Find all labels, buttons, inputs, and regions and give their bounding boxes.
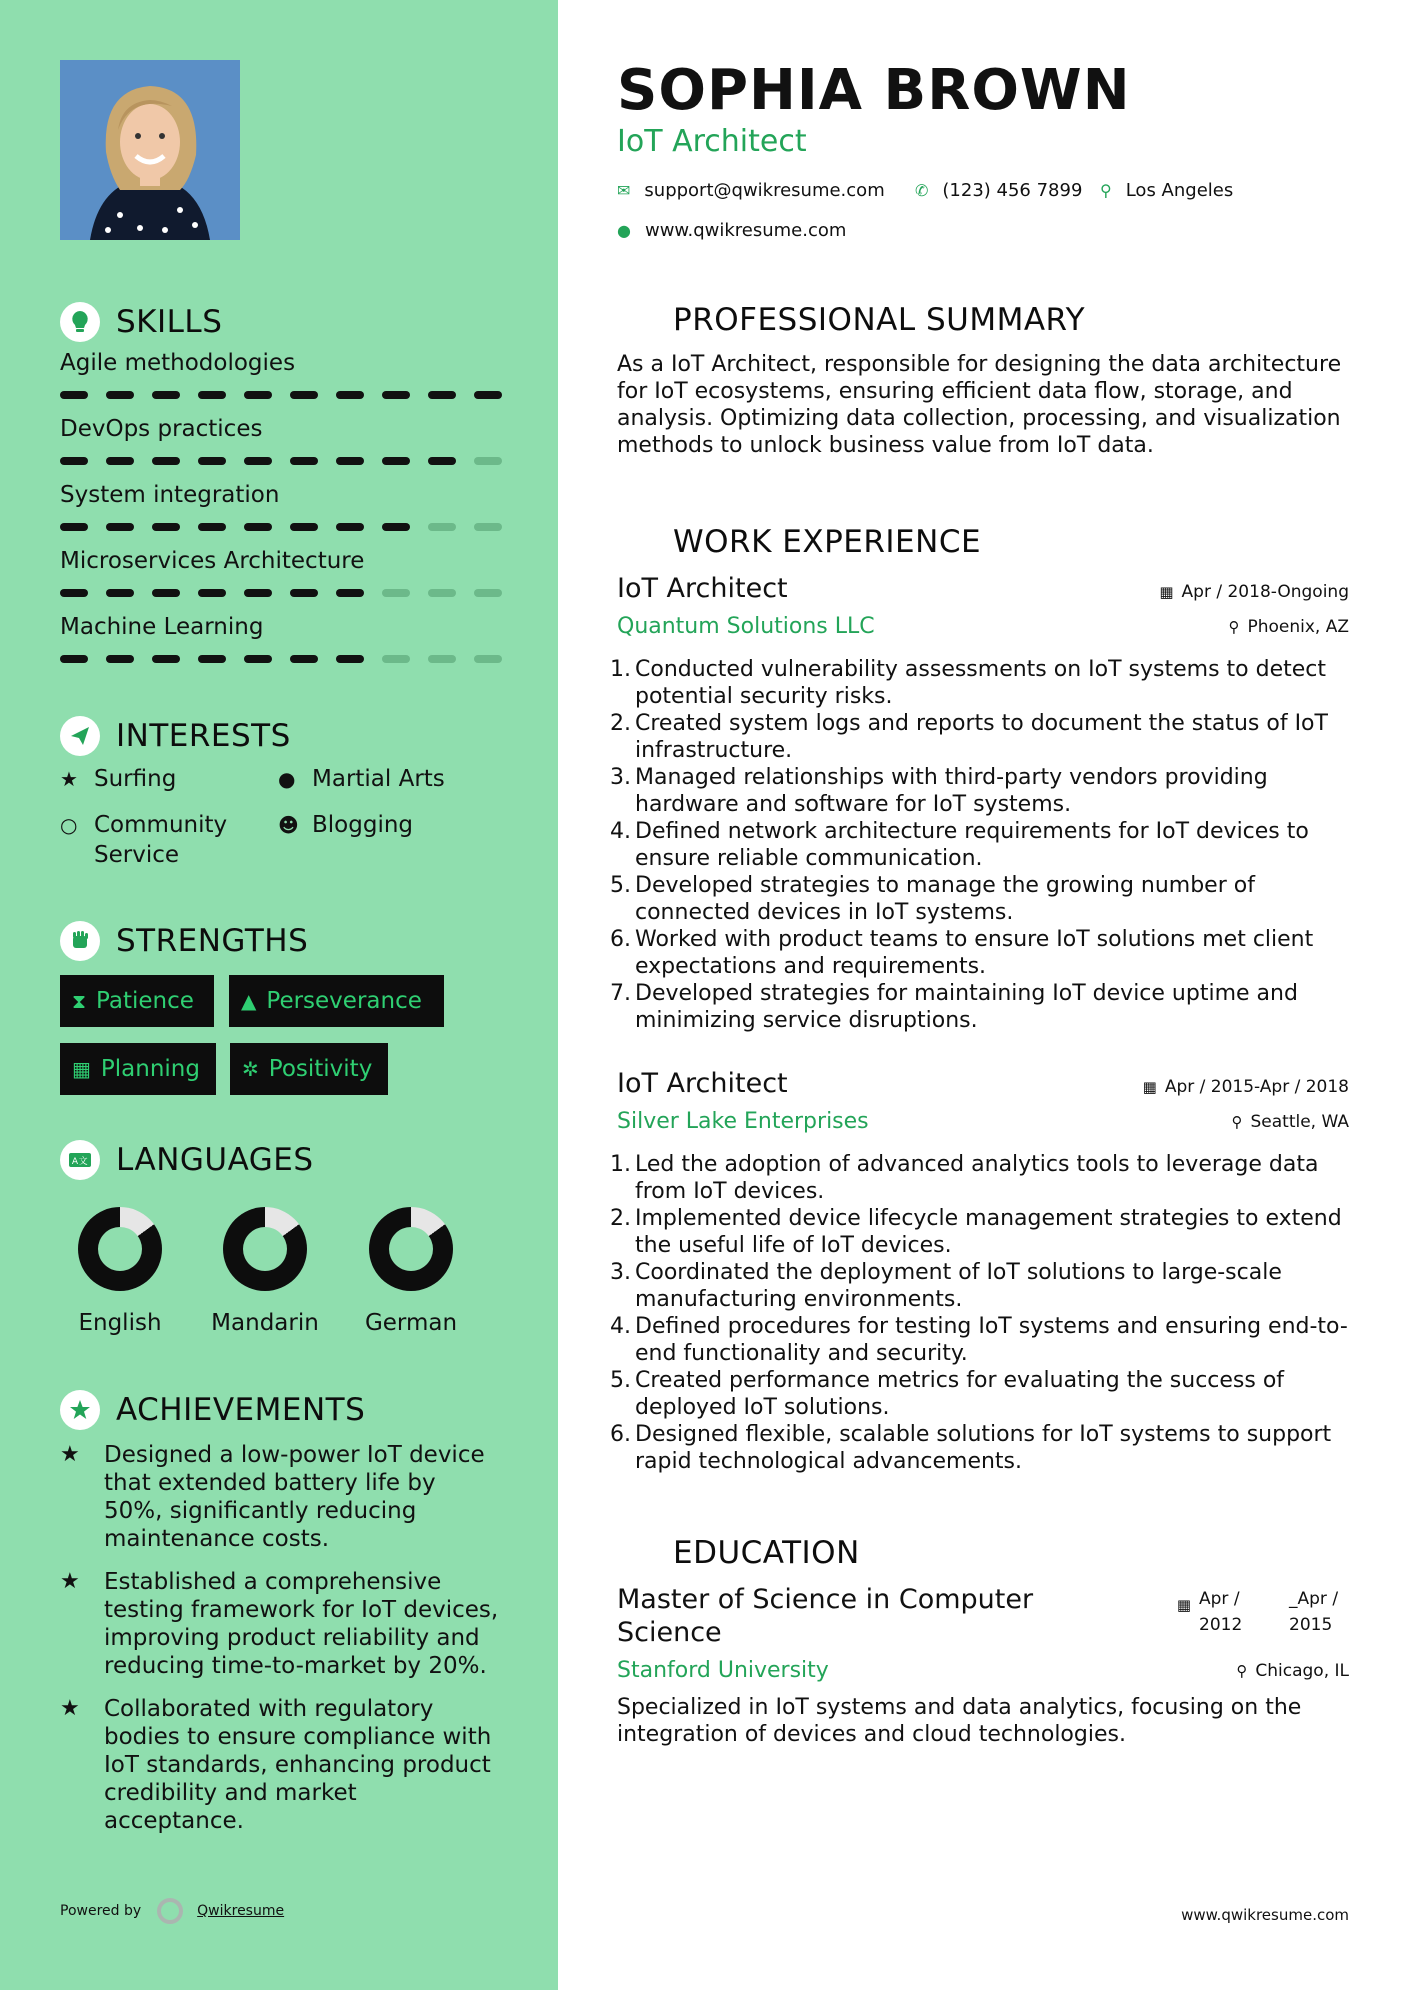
skill-segment xyxy=(382,655,410,663)
strengths-heading: STRENGTHS xyxy=(60,921,308,961)
list-item: 5. Created performance metrics for evaluating the success of deployed IoT solutions. xyxy=(610,1368,1285,1420)
language-label: German xyxy=(364,1310,458,1336)
candidate-name: SOPHIA BROWN xyxy=(617,58,1131,123)
skills-heading: SKILLS xyxy=(60,302,222,342)
skill-segment xyxy=(244,655,272,663)
briefcase-icon xyxy=(617,522,657,562)
education-description: Specialized in IoT systems and data analytics, focusing on the integration of devices and cloud technologies. xyxy=(617,1695,1302,1747)
skill-segment xyxy=(198,457,226,465)
skill-segment xyxy=(336,589,364,597)
list-item: 3. Coordinated the deployment of IoT solutions to large-scale manufacturing environments. xyxy=(610,1260,1282,1312)
skill-segment xyxy=(152,655,180,663)
job-company: Silver Lake Enterprises xyxy=(617,1109,869,1134)
skill-segment xyxy=(152,523,180,531)
job-company: Quantum Solutions LLC xyxy=(617,614,875,639)
skill-segment xyxy=(152,391,180,399)
achievement-item: ★ Collaborated with regulatory bodies to ensure compliance with IoT standards, enhancing product credibility and market acceptance. xyxy=(60,1696,492,1834)
language-label: Mandarin xyxy=(211,1310,319,1336)
skill-bar xyxy=(60,391,520,399)
contact-email[interactable]: ✉ support@qwikresume.com xyxy=(617,180,885,201)
skill-name: Agile methodologies xyxy=(60,350,296,376)
skill-segment xyxy=(152,589,180,597)
skill-segment xyxy=(198,523,226,531)
skill-segment xyxy=(474,655,502,663)
summary-heading: PROFESSIONAL SUMMARY xyxy=(617,300,1085,340)
achievement-item: ★ Designed a low-power IoT device that extended battery life by 50%, significantly reducing maintenance costs. xyxy=(60,1442,485,1552)
achievements-heading: ACHIEVEMENTS xyxy=(60,1390,365,1430)
language-label: English xyxy=(78,1310,162,1336)
education-heading: EDUCATION xyxy=(617,1533,860,1573)
skill-name: System integration xyxy=(60,482,280,508)
hourglass-icon: ⧗ xyxy=(72,989,87,1013)
strength-tag: ▲ Perseverance xyxy=(229,975,444,1027)
job-bullets xyxy=(610,1151,1350,1475)
strength-tag: ✲ Positivity xyxy=(230,1043,388,1095)
skill-segment xyxy=(336,457,364,465)
skill-segment xyxy=(244,589,272,597)
list-item: 4. Defined procedures for testing IoT systems and ensuring end-to-end functionality and security. xyxy=(610,1314,1348,1366)
skill-segment xyxy=(198,589,226,597)
skill-bar xyxy=(60,523,520,531)
skill-segment xyxy=(198,391,226,399)
skill-segment xyxy=(428,457,456,465)
contact-website[interactable]: ● www.qwikresume.com xyxy=(617,220,847,241)
calendar-icon: ▦ xyxy=(1176,1596,1191,1614)
strength-tag: ⧗ Patience xyxy=(60,975,214,1027)
skill-segment xyxy=(60,457,88,465)
skill-segment xyxy=(428,655,456,663)
skill-segment xyxy=(106,523,134,531)
list-item: 1. Conducted vulnerability assessments on IoT systems to detect potential security risks. xyxy=(610,657,1326,709)
hand-icon: ○ xyxy=(60,813,78,837)
list-item: 1. Led the adoption of advanced analytics tools to leverage data from IoT devices. xyxy=(610,1152,1319,1204)
skill-segment xyxy=(474,589,502,597)
skill-name: Microservices Architecture xyxy=(60,548,365,574)
language-donut xyxy=(223,1207,307,1291)
list-item: 5. Developed strategies to manage the growing number of connected devices in IoT systems. xyxy=(610,873,1255,925)
profile-photo xyxy=(60,60,240,240)
summary-text: As a IoT Architect, responsible for designing the data architecture for IoT ecosystems, ensuring efficient data flow, storage, and analysis. Optimizing data collection, processing, and visualization methods to unlock business value from IoT data. xyxy=(617,352,1342,458)
donut-hole xyxy=(389,1227,433,1271)
paper-plane-icon xyxy=(60,716,100,756)
skill-segment xyxy=(428,523,456,531)
fist-icon xyxy=(60,921,100,961)
list-item: 6. Designed flexible, scalable solutions for IoT systems to support rapid technological advancements. xyxy=(610,1422,1332,1474)
list-item: 6. Worked with product teams to ensure IoT solutions met client expectations and requirements. xyxy=(610,927,1314,979)
skill-segment xyxy=(290,457,318,465)
skill-segment xyxy=(244,391,272,399)
award-star-icon xyxy=(60,1390,100,1430)
education-school: Stanford University xyxy=(617,1658,829,1683)
skill-segment xyxy=(106,391,134,399)
degree-title: Master of Science in Computer Science xyxy=(617,1584,1034,1648)
skill-segment xyxy=(244,457,272,465)
skill-segment xyxy=(290,655,318,663)
skill-bar xyxy=(60,655,520,663)
interest-item: ○ Community Service xyxy=(60,812,228,868)
pin-icon: ⚲ xyxy=(1228,618,1240,636)
language-donut xyxy=(78,1207,162,1291)
skill-segment xyxy=(60,523,88,531)
list-item: 2. Implemented device lifecycle management strategies to extend the useful life of IoT devices. xyxy=(610,1206,1342,1258)
skill-segment xyxy=(106,655,134,663)
globe-icon: ● xyxy=(278,767,296,791)
road-icon: ▲ xyxy=(241,989,257,1013)
star-icon: ★ xyxy=(60,767,78,791)
interests-heading: INTERESTS xyxy=(60,716,291,756)
phone-icon: ✆ xyxy=(915,181,929,200)
qwikresume-link[interactable]: Qwikresume xyxy=(197,1903,285,1919)
job-title: IoT Architect xyxy=(617,1068,788,1099)
sidebar xyxy=(0,0,558,1990)
list-item: 4. Defined network architecture requirements for IoT devices to ensure reliable communication. xyxy=(610,819,1309,871)
pin-icon: ⚲ xyxy=(1236,1662,1248,1680)
skill-segment xyxy=(428,391,456,399)
calendar-icon: ▦ xyxy=(72,1057,91,1081)
pin-icon: ⚲ xyxy=(1231,1113,1243,1131)
list-item: 3. Managed relationships with third-party vendors providing hardware and software for IoT systems. xyxy=(610,765,1268,817)
user-icon xyxy=(617,300,657,340)
skill-segment xyxy=(382,391,410,399)
list-item: 2. Created system logs and reports to document the status of IoT infrastructure. xyxy=(610,711,1328,763)
language-donut xyxy=(369,1207,453,1291)
envelope-icon: ✉ xyxy=(617,181,631,200)
skill-segment xyxy=(60,391,88,399)
graduation-icon xyxy=(617,1533,657,1573)
skill-segment xyxy=(290,523,318,531)
skill-segment xyxy=(474,457,502,465)
skill-segment xyxy=(290,391,318,399)
skill-name: Machine Learning xyxy=(60,614,264,640)
job-location: ⚲ Seattle, WA xyxy=(1231,1112,1349,1132)
list-item: 7. Developed strategies for maintaining IoT device uptime and minimizing service disruptions. xyxy=(610,981,1298,1033)
skill-segment xyxy=(106,589,134,597)
job-location: ⚲ Phoenix, AZ xyxy=(1228,617,1349,637)
skill-segment xyxy=(244,523,272,531)
donut-hole xyxy=(98,1227,142,1271)
achievement-item: ★ Established a comprehensive testing framework for IoT devices, improving product reliability and reducing time-to-market by 20%. xyxy=(60,1569,499,1679)
skill-segment xyxy=(60,589,88,597)
experience-heading: WORK EXPERIENCE xyxy=(617,522,981,562)
map-pin-icon: ⚲ xyxy=(1100,181,1112,200)
skill-segment xyxy=(106,457,134,465)
skill-segment xyxy=(152,457,180,465)
job-dates: ▦ Apr / 2015-Apr / 2018 xyxy=(1142,1077,1349,1097)
language-icon xyxy=(60,1140,100,1180)
lightbulb-icon xyxy=(60,302,100,342)
footer-url[interactable]: www.qwikresume.com xyxy=(1181,1906,1349,1924)
job-bullets xyxy=(610,656,1350,1034)
globe-icon: ● xyxy=(617,221,631,240)
job-title: IoT Architect xyxy=(617,573,788,604)
skill-name: DevOps practices xyxy=(60,416,263,442)
star-icon: ★ xyxy=(60,1442,80,1467)
powered-by: Powered by Qwikresume xyxy=(60,1898,284,1924)
sun-icon: ✲ xyxy=(242,1057,259,1081)
donut-hole xyxy=(243,1227,287,1271)
calendar-icon: ▦ xyxy=(1142,1078,1157,1096)
skill-bar xyxy=(60,589,520,597)
star-icon: ★ xyxy=(60,1696,80,1721)
skill-segment xyxy=(60,655,88,663)
languages-heading: A文 LANGUAGES xyxy=(60,1140,314,1180)
education-location: ⚲ Chicago, IL xyxy=(1236,1661,1349,1681)
star-icon: ★ xyxy=(60,1569,80,1594)
skill-segment xyxy=(290,589,318,597)
svg-text:A文: A文 xyxy=(71,1157,89,1167)
skill-segment xyxy=(198,655,226,663)
skill-segment xyxy=(336,523,364,531)
strength-tag: ▦ Planning xyxy=(60,1043,216,1095)
skill-segment xyxy=(474,391,502,399)
interest-item: ● Martial Arts xyxy=(278,766,445,792)
interest-item: ★ Surfing xyxy=(60,766,177,792)
job-dates: ▦ Apr / 2018-Ongoing xyxy=(1159,582,1349,602)
skill-bar xyxy=(60,457,520,465)
contact-phone[interactable]: ✆ (123) 456 7899 xyxy=(915,180,1083,201)
skill-segment xyxy=(382,523,410,531)
interest-item: ☻ Blogging xyxy=(278,812,414,838)
qwikresume-logo-icon xyxy=(157,1898,183,1924)
contact-location: ⚲ Los Angeles xyxy=(1100,180,1234,201)
users-icon: ☻ xyxy=(278,813,299,837)
skill-segment xyxy=(428,589,456,597)
candidate-role: IoT Architect xyxy=(617,124,807,159)
skill-segment xyxy=(382,457,410,465)
skill-segment xyxy=(336,655,364,663)
education-dates: ▦ Apr / 2012 _Apr / 2015 xyxy=(1176,1589,1339,1635)
skill-segment xyxy=(382,589,410,597)
skill-segment xyxy=(336,391,364,399)
calendar-icon: ▦ xyxy=(1159,583,1174,601)
skill-segment xyxy=(474,523,502,531)
